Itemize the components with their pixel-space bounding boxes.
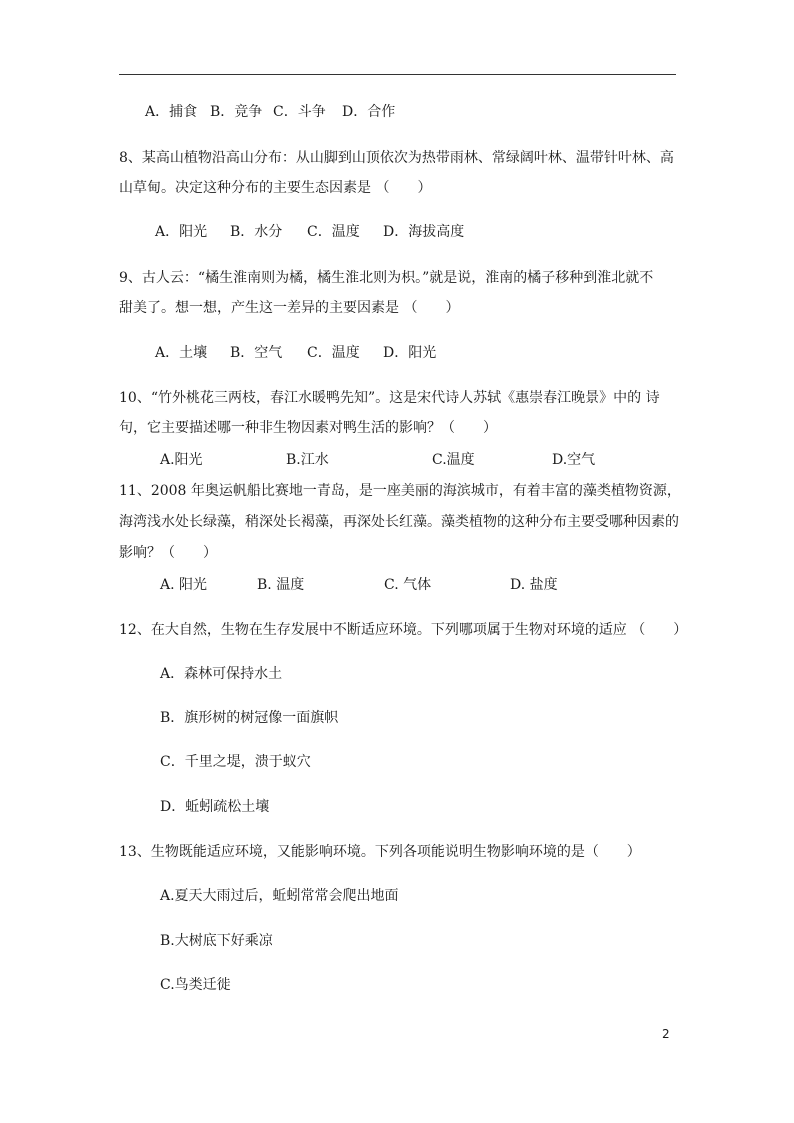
q12-option-c: C．千里之堤，溃于蚁穴 [160,754,311,770]
q12-option-d: D．蚯蚓疏松土壤 [160,799,270,815]
q10-option-c: C.温度 [432,452,475,468]
q8-text-line1: 8、某高山植物沿高山分布：从山脚到山顶依次为热带雨林、常绿阔叶林、温带针叶林、高 [119,150,674,166]
q8-option-b: B．水分 [230,224,283,240]
prev-option-d: D．合作 [342,104,396,120]
q11-text-line1: 11、2008 年奥运帆船比赛地一青岛，是一座美丽的海滨城市，有着丰富的藻类植物资源， [119,483,681,499]
q9-option-d: D．阳光 [383,345,437,361]
q12-option-b: B．旗形树的树冠像一面旗帜 [160,710,339,726]
q9-text-line2: 甜美了。想一想，产生这一差异的主要因素是 （ ） [119,300,460,316]
q11-option-c: C. 气体 [384,577,432,593]
q11-option-a: A. 阳光 [160,577,208,593]
prev-option-c: C．斗争 [273,104,326,120]
q12-option-a: A．森林可保持水土 [160,666,283,682]
header-rule [119,74,676,75]
q10-option-d: D.空气 [552,452,596,468]
prev-option-a: A．捕食 [145,104,198,120]
q9-option-b: B．空气 [230,345,283,361]
q13-option-b: B.大树底下好乘凉 [160,933,273,949]
q10-option-b: B.江水 [286,452,329,468]
page-number: 2 [662,1027,670,1041]
q9-text-line1: 9、古人云：“橘生淮南则为橘，橘生淮北则为枳。”就是说，淮南的橘子移种到淮北就不 [119,270,654,286]
q13-option-c: C.鸟类迁徙 [160,977,231,993]
q8-option-c: C．温度 [307,224,360,240]
q10-text-line1: 10、“竹外桃花三两枝，春江水暖鸭先知”。这是宋代诗人苏轼《惠崇春江晚景》中的 诗 [119,390,660,406]
q11-text-line3: 影响？（ ） [119,545,217,561]
q10-text-line2: 句，它主要描述哪一种非生物因素对鸭生活的影响？（ ） [119,420,497,436]
q13-option-a: A.夏天大雨过后，蚯蚓常常会爬出地面 [160,888,399,904]
q12-text-line1: 12、在大自然，生物在生存发展中不断适应环境。下列哪项属于生物对环境的适应 （ ） [119,622,688,638]
q13-text-line1: 13、生物既能适应环境，又能影响环境。下列各项能说明生物影响环境的是（ ） [119,844,641,860]
prev-option-b: B．竞争 [210,104,263,120]
q8-text-line2: 山草甸。决定这种分布的主要生态因素是 （ ） [119,180,432,196]
q9-option-a: A．土壤 [155,345,208,361]
q8-option-d: D．海拔高度 [383,224,465,240]
q11-option-b: B. 温度 [257,577,305,593]
q8-option-a: A．阳光 [155,224,208,240]
q11-text-line2: 海湾浅水处长绿藻，稍深处长褐藻，再深处长红藻。藻类植物的这种分布主要受哪种因素的 [119,514,679,530]
q9-option-c: C．温度 [307,345,360,361]
q11-option-d: D. 盐度 [510,577,558,593]
q10-option-a: A.阳光 [160,452,203,468]
